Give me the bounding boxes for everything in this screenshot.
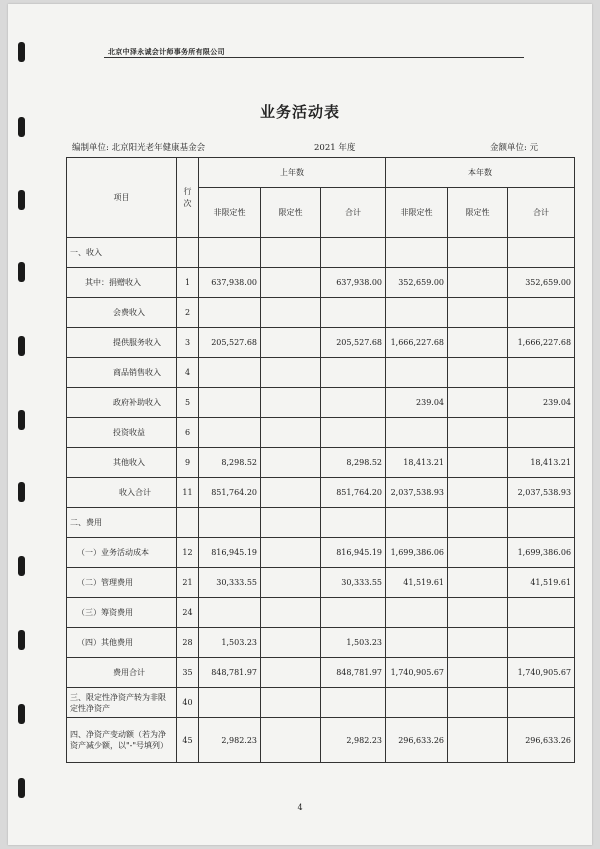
curr-unrestricted [386,598,448,628]
row-line: 9 [177,448,199,478]
row-item: 费用合计 [67,658,177,688]
curr-total: 41,519.61 [508,568,575,598]
row-item: （二）管理费用 [67,568,177,598]
curr-total: 1,666,227.68 [508,328,575,358]
row-line: 1 [177,268,199,298]
table-row [67,718,575,763]
curr-total [508,238,575,268]
unit-label: 金额单位: 元 [490,143,539,153]
prev-unrestricted: 205,527.68 [199,328,261,358]
row-line [177,508,199,538]
header-prev-unrestricted: 非限定性 [199,188,261,238]
curr-unrestricted [386,508,448,538]
row-item: 四、净资产变动额（若为净资产减少额，以"-"号填列） [67,718,177,763]
row-line: 24 [177,598,199,628]
row-item: （四）其他费用 [67,628,177,658]
prev-total: 816,945.19 [321,538,386,568]
row-line: 40 [177,688,199,718]
curr-unrestricted: 1,666,227.68 [386,328,448,358]
curr-unrestricted: 352,659.00 [386,268,448,298]
row-line: 4 [177,358,199,388]
row-item: 二、费用 [67,508,177,538]
prev-restricted [261,328,321,358]
table-row [67,538,575,568]
prev-restricted [261,418,321,448]
table-row [67,448,575,478]
row-line: 28 [177,628,199,658]
prev-total [321,418,386,448]
prev-restricted [261,688,321,718]
curr-total [508,598,575,628]
prev-unrestricted [199,238,261,268]
activity-statement-table [66,157,575,763]
row-item: 会费收入 [67,298,177,328]
table-row [67,238,575,268]
row-line: 45 [177,718,199,763]
header-prev-total: 合计 [321,188,386,238]
prev-restricted [261,268,321,298]
row-item: 其中：捐赠收入 [67,268,177,298]
prev-unrestricted: 1,503.23 [199,628,261,658]
prev-unrestricted [199,688,261,718]
row-line: 12 [177,538,199,568]
prev-total: 637,938.00 [321,268,386,298]
prev-total: 851,764.20 [321,478,386,508]
prev-unrestricted: 848,781.97 [199,658,261,688]
curr-restricted [448,628,508,658]
curr-restricted [448,238,508,268]
table-row [67,658,575,688]
row-item: 投资收益 [67,418,177,448]
curr-restricted [448,358,508,388]
header-curr-unrestricted: 非限定性 [386,188,448,238]
table-row [67,688,575,718]
header-item: 项目 [67,158,177,238]
table-row [67,568,575,598]
curr-restricted [448,328,508,358]
curr-unrestricted: 296,633.26 [386,718,448,763]
row-line: 2 [177,298,199,328]
prev-total [321,598,386,628]
row-item: （一）业务活动成本 [67,538,177,568]
header-rule [104,57,524,58]
prev-total [321,358,386,388]
curr-total [508,688,575,718]
curr-restricted [448,448,508,478]
binder-hole [18,556,25,576]
prev-unrestricted [199,418,261,448]
prev-restricted [261,718,321,763]
firm-header: 北京中泽永诚会计师事务所有限公司 [108,48,225,56]
prev-total: 30,333.55 [321,568,386,598]
prev-restricted [261,298,321,328]
page-title: 业务活动表 [259,103,340,121]
curr-unrestricted [386,628,448,658]
prev-total [321,688,386,718]
prev-restricted [261,598,321,628]
prev-unrestricted [199,298,261,328]
row-line: 21 [177,568,199,598]
curr-restricted [448,478,508,508]
prev-restricted [261,568,321,598]
header-prev-year: 上年数 [199,158,386,188]
prev-total [321,298,386,328]
prev-unrestricted [199,388,261,418]
curr-unrestricted [386,298,448,328]
prev-unrestricted: 637,938.00 [199,268,261,298]
prev-restricted [261,538,321,568]
binder-hole [18,630,25,650]
curr-total [508,628,575,658]
header-curr-restricted: 限定性 [448,188,508,238]
curr-restricted [448,538,508,568]
binder-hole [18,482,25,502]
row-item: 一、收入 [67,238,177,268]
row-item: 其他收入 [67,448,177,478]
row-item: 政府补助收入 [67,388,177,418]
curr-restricted [448,718,508,763]
table-row [67,358,575,388]
prev-restricted [261,358,321,388]
row-item: 三、限定性净资产转为非限定性净资产 [67,688,177,718]
curr-total: 2,037,538.93 [508,478,575,508]
curr-unrestricted: 41,519.61 [386,568,448,598]
binder-hole [18,778,25,798]
curr-total: 1,699,386.06 [508,538,575,568]
curr-restricted [448,598,508,628]
curr-total [508,418,575,448]
curr-total: 239.04 [508,388,575,418]
curr-restricted [448,508,508,538]
prev-total: 8,298.52 [321,448,386,478]
header-this-year: 本年数 [386,158,575,188]
binder-hole [18,42,25,62]
curr-total [508,508,575,538]
row-line: 11 [177,478,199,508]
prev-restricted [261,628,321,658]
curr-unrestricted: 1,699,386.06 [386,538,448,568]
prev-restricted [261,658,321,688]
prev-total: 205,527.68 [321,328,386,358]
row-item: 商品销售收入 [67,358,177,388]
curr-restricted [448,298,508,328]
curr-unrestricted [386,418,448,448]
period-label: 2021 年度 [314,143,356,153]
prev-unrestricted [199,598,261,628]
row-line: 3 [177,328,199,358]
curr-total [508,358,575,388]
row-item: （三）筹资费用 [67,598,177,628]
table-row [67,328,575,358]
curr-restricted [448,658,508,688]
prev-restricted [261,478,321,508]
row-line: 5 [177,388,199,418]
row-line [177,238,199,268]
curr-restricted [448,388,508,418]
row-item: 提供服务收入 [67,328,177,358]
row-line: 6 [177,418,199,448]
row-item: 收入合计 [67,478,177,508]
curr-unrestricted: 2,037,538.93 [386,478,448,508]
curr-total: 18,413.21 [508,448,575,478]
binder-hole [18,262,25,282]
table-row [67,268,575,298]
prev-total: 2,982.23 [321,718,386,763]
binder-hole [18,704,25,724]
table-row [67,478,575,508]
curr-unrestricted: 239.04 [386,388,448,418]
table-row [67,598,575,628]
prev-unrestricted [199,358,261,388]
curr-total: 1,740,905.67 [508,658,575,688]
prev-unrestricted [199,508,261,538]
table-row [67,418,575,448]
header-prev-restricted: 限定性 [261,188,321,238]
prev-total [321,238,386,268]
prev-unrestricted: 2,982.23 [199,718,261,763]
prev-total: 1,503.23 [321,628,386,658]
binder-hole [18,410,25,430]
prev-restricted [261,388,321,418]
curr-unrestricted: 18,413.21 [386,448,448,478]
curr-unrestricted: 1,740,905.67 [386,658,448,688]
prev-restricted [261,508,321,538]
curr-restricted [448,418,508,448]
table-row [67,628,575,658]
header-line-label: 行次 [183,186,192,208]
curr-unrestricted [386,358,448,388]
curr-total [508,298,575,328]
curr-total: 352,659.00 [508,268,575,298]
curr-unrestricted [386,688,448,718]
binder-hole [18,190,25,210]
table-row [67,508,575,538]
table-row [67,388,575,418]
curr-total: 296,633.26 [508,718,575,763]
org-label: 编制单位: 北京阳光老年健康基金会 [72,143,206,153]
prev-total: 848,781.97 [321,658,386,688]
header-line [177,158,199,238]
prev-unrestricted: 30,333.55 [199,568,261,598]
curr-unrestricted [386,238,448,268]
page-number: 4 [297,803,303,812]
row-line: 35 [177,658,199,688]
header-curr-total: 合计 [508,188,575,238]
curr-restricted [448,268,508,298]
curr-restricted [448,568,508,598]
curr-restricted [448,688,508,718]
prev-total [321,388,386,418]
prev-restricted [261,448,321,478]
table-row [67,298,575,328]
prev-unrestricted: 8,298.52 [199,448,261,478]
prev-unrestricted: 816,945.19 [199,538,261,568]
prev-total [321,508,386,538]
prev-restricted [261,238,321,268]
binder-hole [18,336,25,356]
prev-unrestricted: 851,764.20 [199,478,261,508]
